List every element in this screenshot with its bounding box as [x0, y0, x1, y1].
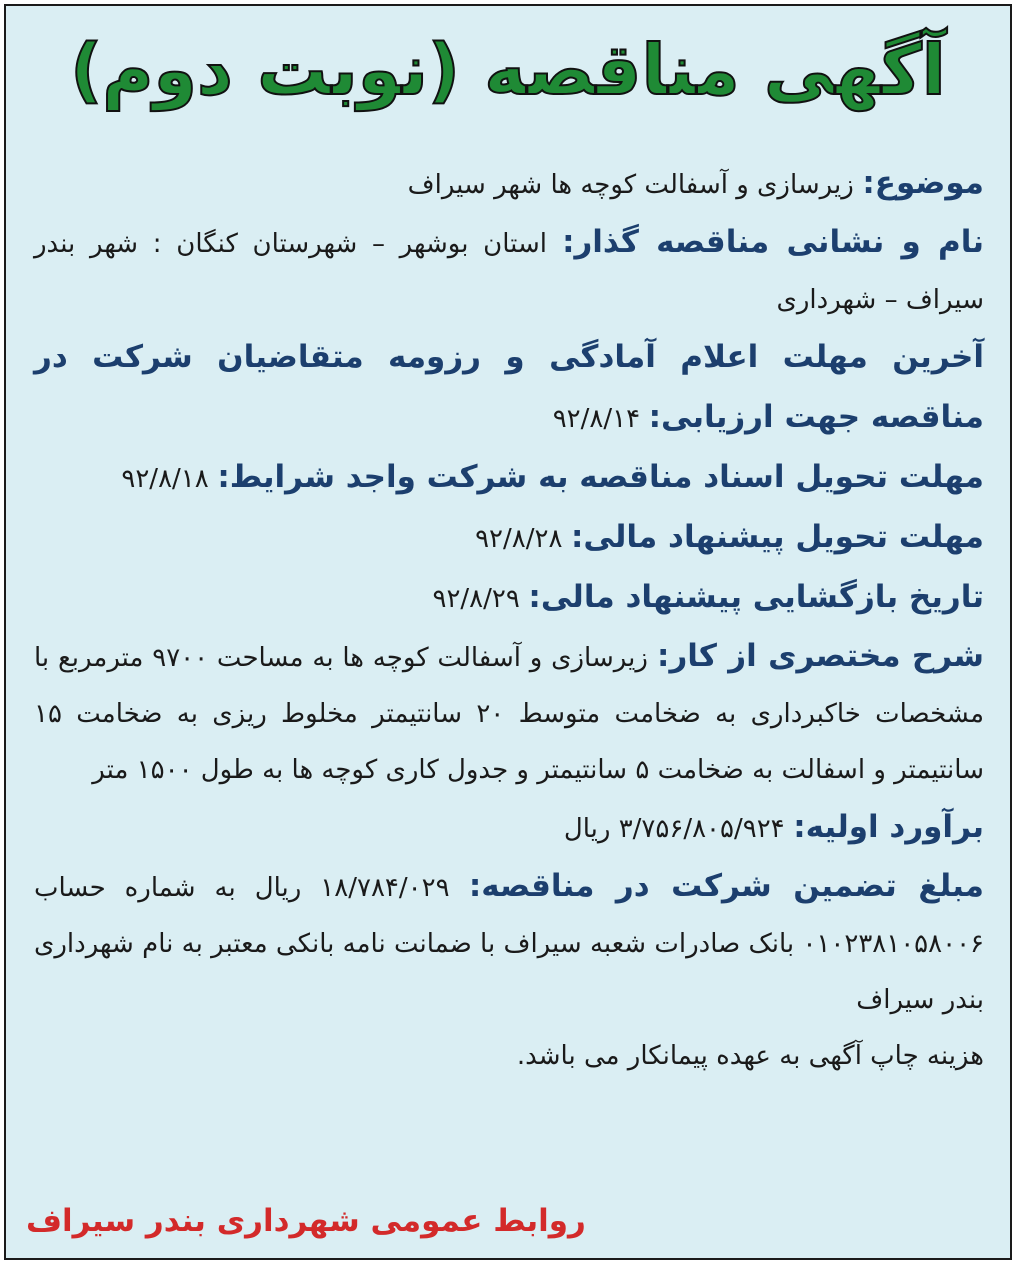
readiness-deadline-row — [34, 328, 984, 448]
readiness-deadline-label: آخرین مهلت اعلام آمادگی و رزومه متقاضیان شرکت در مناقصه جهت ارزیابی: — [34, 339, 984, 435]
documents-delivery-value: ۹۲/۸/۱۸ — [121, 464, 209, 494]
financial-offer-opening-value: ۹۲/۸/۲۹ — [432, 584, 520, 614]
readiness-deadline-value: ۹۲/۸/۱۴ — [552, 404, 641, 434]
guarantee-row — [34, 858, 984, 1028]
notice-title: آگهی مناقصه (نوبت دوم) — [70, 29, 946, 111]
notice-body — [34, 154, 984, 1084]
financial-offer-opening-row — [34, 568, 984, 628]
ad-cost-note: هزینه چاپ آگهی به عهده پیمانکار می باشد. — [516, 1041, 984, 1071]
financial-offer-delivery-value: ۹۲/۸/۲۸ — [475, 524, 563, 554]
documents-delivery-row — [34, 448, 984, 508]
financial-offer-opening-label: تاریخ بازگشایی پیشنهاد مالی: — [528, 579, 984, 615]
initial-estimate-value: ۳/۷۵۶/۸۰۵/۹۲۴ ریال — [563, 814, 785, 844]
financial-offer-delivery-label: مهلت تحویل پیشنهاد مالی: — [571, 519, 984, 555]
work-description-value: زیرسازی و آسفالت کوچه ها به مساحت ۹۷۰۰ مترمربع با مشخصات خاکبرداری به ضخامت متوسط ۲۰ سانتیمتر مخلوط ریزی به ضخامت ۱۵ سانتیمتر و اسفالت به ضخامت ۵ سانتیمتر و جدول کاری کوچه ها به طول ۱۵۰۰ متر — [34, 643, 984, 785]
tenderer-row — [34, 214, 984, 328]
initial-estimate-row — [34, 798, 984, 858]
subject-row — [34, 154, 984, 214]
subject-label: موضوع: — [862, 165, 984, 201]
initial-estimate-label: برآورد اولیه: — [793, 809, 984, 845]
documents-delivery-label: مهلت تحویل اسناد مناقصه به شرکت واجد شرایط: — [217, 459, 984, 495]
work-description-row — [34, 628, 984, 798]
footer-signature: روابط عمومی شهرداری بندر سیراف — [26, 1203, 586, 1239]
subject-value: زیرسازی و آسفالت کوچه ها شهر سیراف — [407, 170, 854, 200]
guarantee-value: ۱۸/۷۸۴/۰۲۹ ریال به شماره حساب ۰۱۰۲۳۸۱۰۵۸۰۰۶ بانک صادرات شعبه سیراف با ضمانت نامه بانکی معتبر به نام شهرداری بندر سیراف — [34, 873, 984, 1015]
guarantee-label: مبلغ تضمین شرکت در مناقصه: — [468, 868, 984, 904]
tenderer-label: نام و نشانی مناقصه گذار: — [562, 224, 984, 260]
tenderer-value: استان بوشهر – شهرستان کنگان : شهر بندر سیراف – شهرداری — [34, 229, 984, 315]
work-description-label: شرح مختصری از کار: — [657, 638, 984, 674]
notice-sheet — [4, 4, 1012, 1260]
financial-offer-delivery-row — [34, 508, 984, 568]
